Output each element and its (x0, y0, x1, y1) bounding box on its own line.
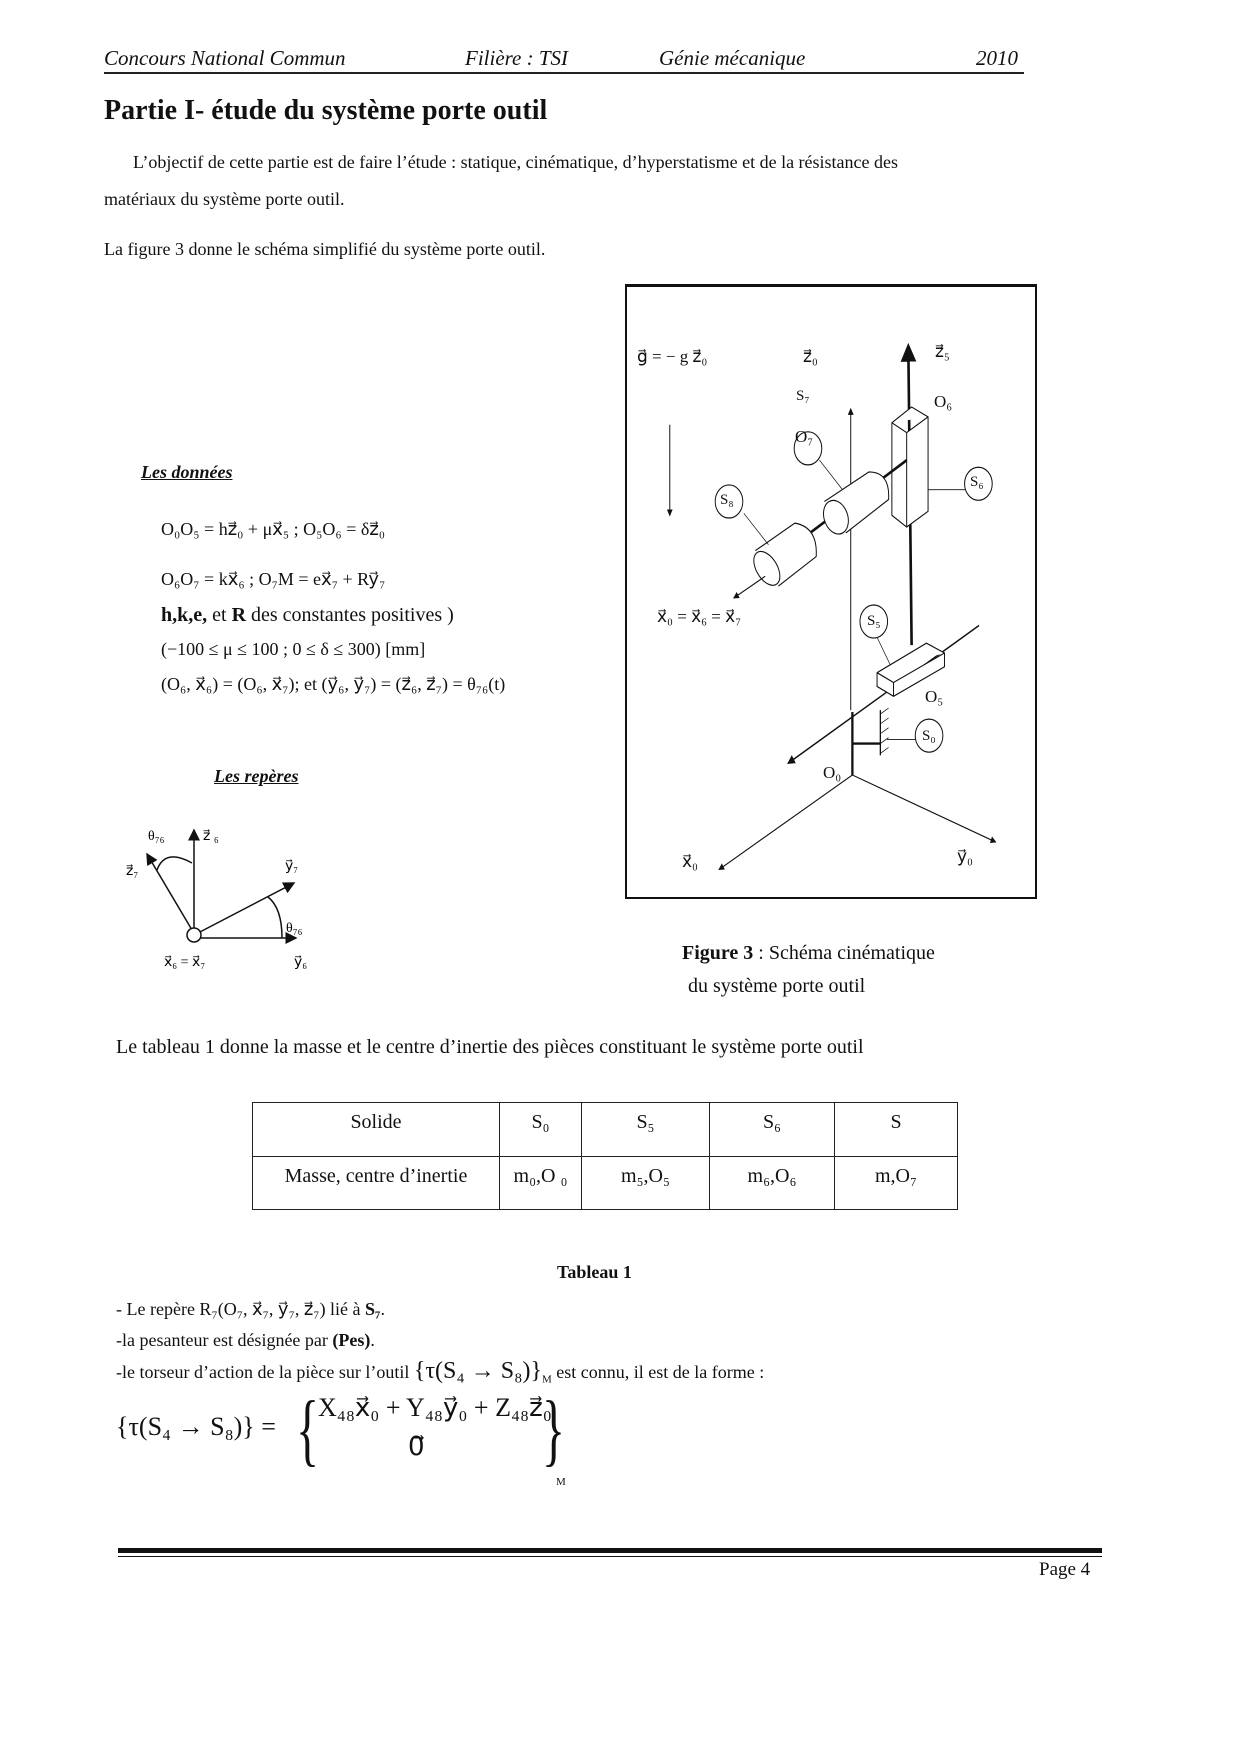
theta-label-top: θ₇₆ (148, 829, 165, 844)
z7-axis (147, 854, 192, 930)
bullet-gravity-text: -la pesanteur est désignée par (116, 1330, 333, 1350)
z0-label: z⃗₀ (803, 347, 818, 366)
figure-caption-text: : Schéma cinématique (753, 942, 935, 964)
kinematic-schema (627, 287, 1035, 897)
intro-line-1: L’objectif de cette partie est de faire l’étude : statique, cinématique, d’hyperstatisme et de la résistance des (133, 152, 899, 172)
torseur-lhs: {τ(S₄ → S₈)} = (116, 1412, 276, 1441)
bullet-gravity-bold: (Pes) (332, 1330, 371, 1350)
x5-axis (788, 625, 979, 763)
y7-axis (198, 883, 294, 933)
table-intro: Le tableau 1 donne la masse et le centre d’inertie des pièces constituant le système porte outil (116, 1036, 864, 1058)
table-header-row (253, 1103, 958, 1157)
s6-label: S₆ (970, 474, 984, 490)
table-header-cell: S₅ (582, 1103, 710, 1157)
intro-line-2: matériaux du système porte outil. (104, 189, 345, 209)
table-cell: m,O₇ (835, 1156, 958, 1210)
footer-rule-thin (118, 1556, 1102, 1557)
o6-label: O₆ (934, 392, 953, 411)
mass-table (252, 1102, 958, 1210)
table-caption: Tableau 1 (557, 1262, 632, 1282)
torseur-resultant: X₄₈x⃗₀ + Y₄₈y⃗₀ + Z₄₈z⃗₀ (318, 1393, 552, 1422)
table-header-cell: S (835, 1103, 958, 1157)
s5-label: S₅ (867, 613, 881, 629)
y6-label: y⃗₆ (294, 955, 308, 970)
constants-bold: h,k,e, (161, 604, 208, 626)
header-year: 2010 (976, 46, 1018, 70)
equation-o6o7: O₆O₇ = kx⃗₆ ; O₇M = ex⃗₇ + Ry⃗₇ (161, 569, 386, 589)
header-contest: Concours National Commun (104, 46, 346, 70)
figure-reference: La figure 3 donne le schéma simplifié du système porte outil. (104, 239, 546, 259)
x-equality-label: x⃗₀ = x⃗₆ = x⃗₇ (657, 607, 742, 626)
s8-label: S₈ (720, 492, 734, 508)
bullet-torseur-text: -le torseur d’action de la pièce sur l’outil (116, 1362, 414, 1382)
constants-mid: et (207, 604, 232, 626)
table-row (253, 1156, 958, 1210)
table-cell: m₀,O ₀ (500, 1156, 582, 1210)
z6-label: z⃗ ₆ (203, 829, 219, 844)
o5-label: O₅ (925, 687, 944, 706)
constants-note (161, 604, 454, 627)
table-cell: m₆,O₆ (710, 1156, 835, 1210)
o7-label: O₇ (795, 427, 814, 446)
bullet-frame-text: - Le repère R₇(O₇, x⃗₇, y⃗₇, z⃗₇) lié à (116, 1299, 366, 1319)
z7-label: z⃗₇ (126, 864, 139, 879)
z5-label: z⃗₅ (935, 342, 950, 361)
figure-caption-number: Figure 3 (682, 942, 754, 964)
x0-axis (719, 775, 852, 869)
donnees-heading: Les données (141, 462, 233, 482)
bullet-gravity-end: . (370, 1330, 375, 1350)
x-axis-origin (187, 928, 201, 942)
y7-label: y⃗₇ (285, 859, 299, 874)
page-title: Partie I- étude du système porte outil (104, 95, 548, 126)
figure-3-frame (625, 284, 1037, 899)
header-track: Filière : TSI (465, 46, 569, 70)
footer-rule (118, 1548, 1102, 1553)
table-header-cell: S₆ (710, 1103, 835, 1157)
x0-label: x⃗₀ (682, 852, 698, 871)
theta-arc-top (157, 857, 192, 870)
bullet-frame-end: . (380, 1299, 385, 1319)
bullet-torseur-end: est connu, il est de la forme : (551, 1362, 765, 1382)
bullet-torseur-point: M (542, 1373, 552, 1386)
angle-definitions: (O₆, x⃗₆) = (O₆, x⃗₇); et (y⃗₆, y⃗₇) = (z⃗₆, z⃗₇) = θ₇₆(t) (161, 674, 506, 694)
bullet-torseur (116, 1358, 764, 1386)
header-rule (104, 72, 1024, 74)
y0-axis (852, 775, 995, 842)
torseur-moment: 0⃗ (408, 1432, 425, 1461)
constants-r: R (231, 604, 247, 626)
bullet-torseur-symbol: {τ(S₄ → S₈)} (413, 1358, 542, 1384)
theta-label-right: θ₇₆ (286, 921, 303, 936)
theta-arc-right (268, 897, 282, 938)
y0-label: y⃗₀ (957, 847, 973, 866)
page-number: Page 4 (1039, 1559, 1091, 1580)
reperes-heading: Les repères (214, 766, 299, 786)
table-cell: Masse, centre d’inertie (253, 1156, 500, 1210)
header-subject: Génie mécanique (659, 46, 806, 70)
reference-frames-diagram (120, 760, 500, 980)
s7-label: S₇ (796, 388, 810, 404)
parameter-ranges: (−100 ≤ μ ≤ 100 ; 0 ≤ δ ≤ 300) [mm] (161, 639, 426, 659)
o0-label: O₀ (823, 763, 842, 782)
bullet-frame-solid: S₇ (365, 1299, 381, 1319)
table-header-cell: Solide (253, 1103, 500, 1157)
gravity-label: g⃗ = − g z⃗₀ (637, 347, 708, 366)
bullet-frame (116, 1299, 385, 1320)
torseur-point: M (556, 1476, 566, 1488)
figure-caption (682, 942, 935, 965)
table-header-cell: S₀ (500, 1103, 582, 1157)
left-brace: { (296, 1386, 320, 1474)
figure-caption-line-2: du système porte outil (688, 975, 866, 997)
x6-x7-label: x⃗₆ = x⃗₇ (164, 955, 206, 970)
table-cell: m₅,O₅ (582, 1156, 710, 1210)
s0-label: S₀ (922, 728, 936, 744)
x0-tool-axis (734, 576, 765, 598)
constants-tail: des constantes positives ) (246, 604, 454, 626)
bullet-gravity (116, 1330, 375, 1351)
equation-o0o5: O₀O₅ = hz⃗₀ + μx⃗₅ ; O₅O₆ = δz⃗₀ (161, 519, 386, 539)
right-brace: } (542, 1386, 566, 1474)
